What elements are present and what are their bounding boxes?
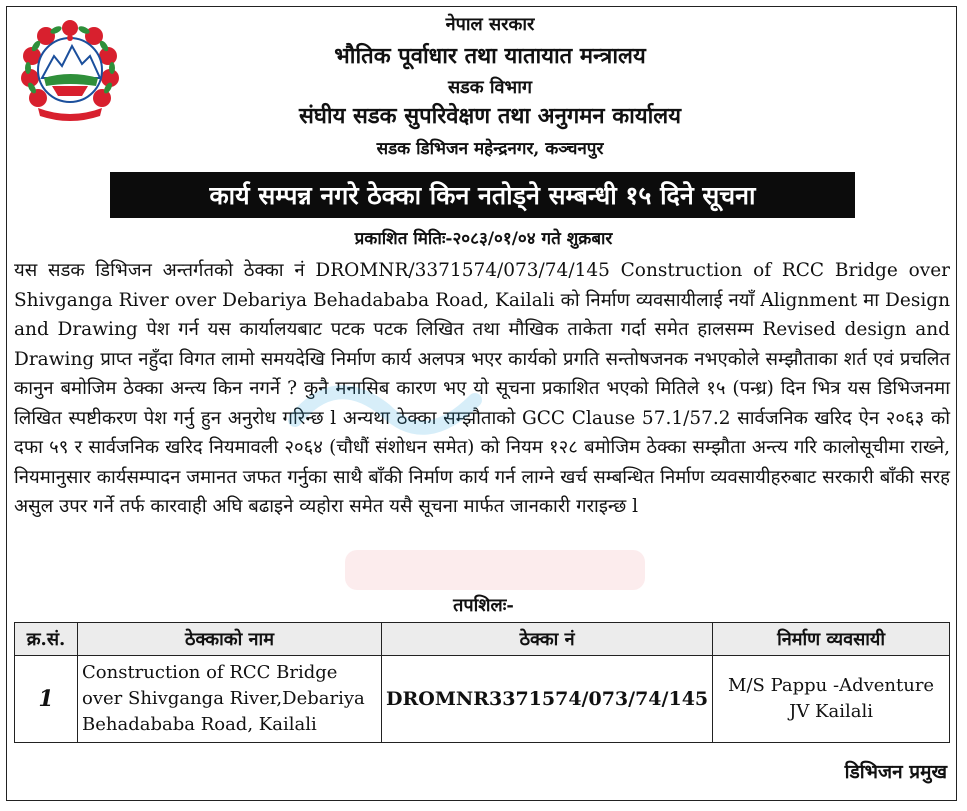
signature-division-chief: डिभिजन प्रमुख	[844, 761, 947, 783]
header-division: सडक डिभिजन महेन्द्रनगर, कञ्चनपुर	[376, 139, 604, 159]
published-date: प्रकाशित मितिः-२०८३/०१/०४ गते शुक्रबार	[354, 229, 613, 249]
cell-contract-name: Construction of RCC Bridge over Shivganga River,Debariya Behadababa Road, Kailali	[78, 656, 382, 743]
header-department: सडक विभाग	[447, 77, 532, 98]
notice-body: यस सडक डिभिजन अन्तर्गतको ठेक्का नं DROMNR/3371574/073/74/145 Construction of RCC Bridge over Shivganga River over Debariya Behadababa Road, Kailali को निर्माण व्यवसायीलाई नयाँ Alignment मा Design and Drawing पेश गर्न यस कार्यालयबाट पटक पटक लिखित तथा मौखिक ताकेता गर्दा समेत हालसम्म Revised design and Drawing प्राप्त नहुँदा विगत लामो समयदेखि निर्माण कार्य अलपत्र भएर कार्यको प्रगति सन्तोषजनक नभएकोले सम्झौताका शर्त एवं प्रचलित कानुन बमोजिम ठेक्का अन्त्य किन नगर्ने ? कुनै मनासिब कारण भए यो सूचना प्रकाशित भएको मितिले १५ (पन्ध्र) दिन भित्र यस डिभिजनमा लिखित स्पष्टीकरण पेश गर्नु हुन अनुरोध गरिन्छ l अन्यथा ठेक्का सम्झौताको GCC Clause 57.1/57.2 सार्वजनिक खरिद ऐन २०६३ को दफा ५९ र सार्वजनिक खरिद नियमावली २०६४ (चौधौं संशोधन समेत) को नियम १२८ बमोजिम ठेक्का सम्झौता अन्त्य गरि कालोसूचीमा राख्ने, नियमानुसार कार्यसम्पादन जमानत जफत गर्नुका साथै बाँकी निर्माण कार्य गर्न लाग्ने खर्च सम्बन्धित निर्माण व्यवसायीहरुबाट सरकारी बाँकी सरह असुल उपर गर्ने तर्फ कारवाही अघि बढाइने व्यहोरा समेत यसै सूचना मार्फत जानकारी गराइन्छ l	[14, 260, 950, 517]
table-header-row	[15, 623, 950, 656]
header-government: नेपाल सरकार	[445, 14, 535, 35]
contract-table	[14, 622, 950, 743]
cell-sn: 1	[15, 656, 78, 743]
table-row	[15, 656, 950, 743]
schedule-title: तपशिलः-	[453, 595, 514, 616]
header-ministry: भौतिक पूर्वाधार तथा यातायात मन्त्रालय	[334, 43, 646, 69]
column-header-contractor: निर्माण व्यवसायी	[713, 623, 950, 656]
column-header-sn: क्र.सं.	[15, 623, 78, 656]
cell-contract-no: DROMNR3371574/073/74/145	[382, 656, 713, 743]
column-header-contract-name: ठेक्काको नाम	[78, 623, 382, 656]
cell-contractor: M/S Pappu -Adventure JV Kailali	[713, 656, 950, 743]
header-office: संघीय सडक सुपरिवेक्षण तथा अनुगमन कार्यालय	[299, 103, 681, 129]
column-header-contract-no: ठेक्का नं	[382, 623, 713, 656]
notice-title: कार्य सम्पन्न नगरे ठेक्का किन नतोड्ने सम्बन्धी १५ दिने सूचना	[110, 172, 855, 218]
nepal-emblem-icon	[16, 16, 124, 124]
